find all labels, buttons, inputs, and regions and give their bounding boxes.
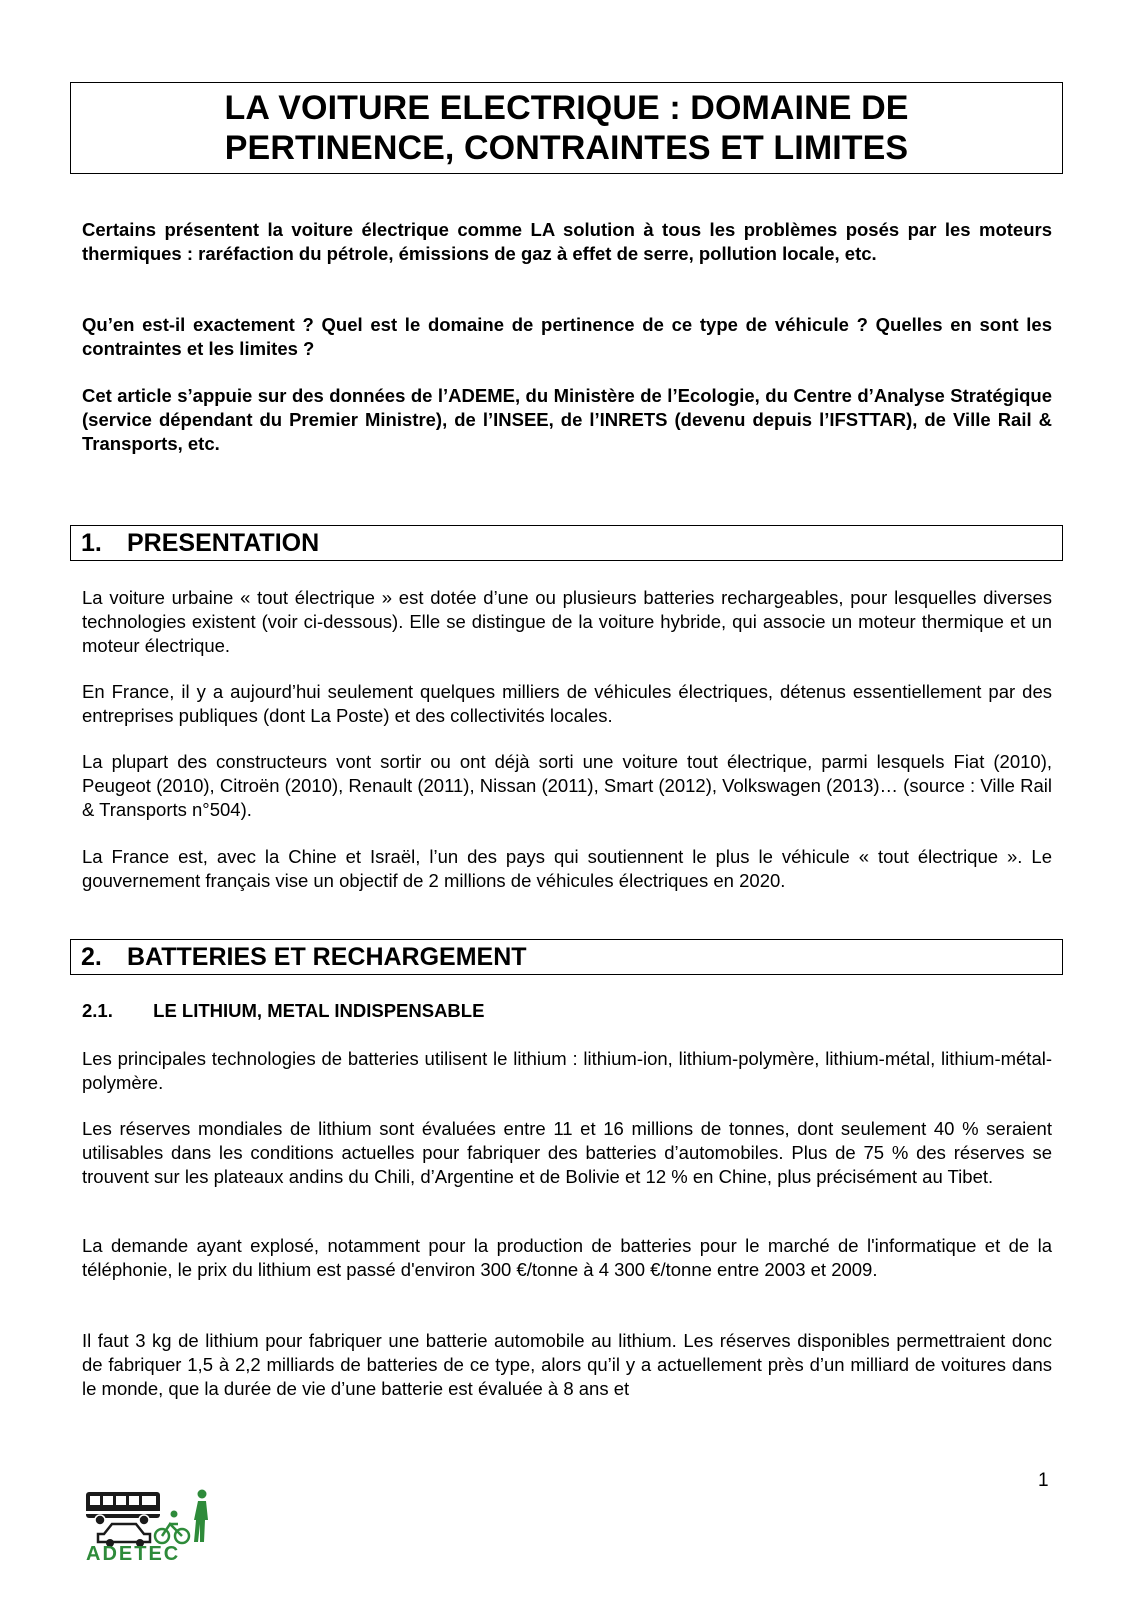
intro-paragraph-2: Qu’en est-il exactement ? Quel est le domaine de pertinence de ce type de véhicule ? Quelles en sont les contraintes et les limites ? [82, 314, 1052, 359]
section-2-paragraph-2: Les réserves mondiales de lithium sont évaluées entre 11 et 16 millions de tonnes, dont seulement 40 % seraient utilisables dans les conditions actuelles pour fabriquer des batteries d’automobiles. Plus de 75 % des réserves se trouvent sur les plateaux andins du Chili, d’Argentine et de Bolivie et 12 % en Chine, plus précisément au Tibet. [82, 1118, 1052, 1187]
section-1-paragraph-3: La plupart des constructeurs vont sortir ou ont déjà sorti une voiture tout électrique, parmi lesquels Fiat (2010), Peugeot (2010), Citroën (2010), Renault (2011), Nissan (2011), Smart (2012), Volkswagen (2013)… (source : Ville Rail & Transports n°504). [82, 751, 1052, 820]
page-number: 1 [1038, 1470, 1049, 1491]
section-1-paragraph-1: La voiture urbaine « tout électrique » est dotée d’une ou plusieurs batteries rechargeables, pour lesquelles diverses technologies existent (voir ci-dessous). Elle se distingue de la voiture hybride, qui associe un moteur thermique et un moteur électrique. [82, 587, 1052, 656]
intro-paragraph-1: Certains présentent la voiture électrique comme LA solution à tous les problèmes posés par les moteurs thermiques : raréfaction du pétrole, émissions de gaz à effet de serre, pollution locale, etc. [82, 219, 1052, 264]
section-1-heading [70, 525, 1063, 561]
subsection-2-1-heading [82, 999, 484, 1023]
logo-wordmark: ADETEC [86, 1543, 181, 1562]
section-1-title: PRESENTATION [127, 528, 320, 557]
section-2-heading [70, 939, 1063, 975]
section-2-paragraph-4: Il faut 3 kg de lithium pour fabriquer une batterie automobile au lithium. Les réserves disponibles permettraient donc de fabriquer 1,5 à 2,2 milliards de batteries de ce type, alors qu’il y a actuellement près d’un milliard de voitures dans le monde, que la durée de vie d’une batterie est évaluée à 8 ans et [82, 1330, 1052, 1399]
subsection-2-1-title: LE LITHIUM, METAL INDISPENSABLE [153, 1000, 485, 1021]
section-1-paragraph-2: En France, il y a aujourd’hui seulement quelques milliers de véhicules électriques, détenus essentiellement par des entreprises publiques (dont La Poste) et des collectivités locales. [82, 681, 1052, 726]
title-line-2: PERTINENCE, CONTRAINTES ET LIMITES [224, 129, 909, 167]
section-2-paragraph-1: Les principales technologies de batteries utilisent le lithium : lithium-ion, lithium-polymère, lithium-métal, lithium-métal-polymère. [82, 1048, 1052, 1093]
section-2-number: 2. [81, 942, 102, 971]
section-1-paragraph-4: La France est, avec la Chine et Israël, l’un des pays qui soutiennent le plus le véhicule « tout électrique ». Le gouvernement français vise un objectif de 2 millions de véhicules électriques en 2020. [82, 846, 1052, 891]
section-2-paragraph-3: La demande ayant explosé, notamment pour la production de batteries pour le marché de l'informatique et de la téléphonie, le prix du lithium est passé d'environ 300 €/tonne à 4 300 €/tonne entre 2003 et 2009. [82, 1235, 1052, 1280]
cyclist-icon [155, 1511, 189, 1544]
section-1-number: 1. [81, 528, 102, 557]
subsection-2-1-number: 2.1. [82, 1000, 113, 1021]
intro-paragraph-3: Cet article s’appuie sur des données de l’ADEME, du Ministère de l’Ecologie, du Centre d’Analyse Stratégique (service dépendant du Premier Ministre), de l’INSEE, de l’INRETS (devenu depuis l’IFSTTAR), de Ville Rail & Transports, etc. [82, 385, 1052, 454]
title-box [70, 82, 1063, 174]
title-line-1: LA VOITURE ELECTRIQUE : DOMAINE DE [224, 89, 909, 127]
pedestrian-icon [194, 1490, 208, 1543]
bus-icon [86, 1492, 160, 1525]
section-2-title: BATTERIES ET RECHARGEMENT [127, 942, 527, 971]
adetec-logo [84, 1484, 214, 1562]
